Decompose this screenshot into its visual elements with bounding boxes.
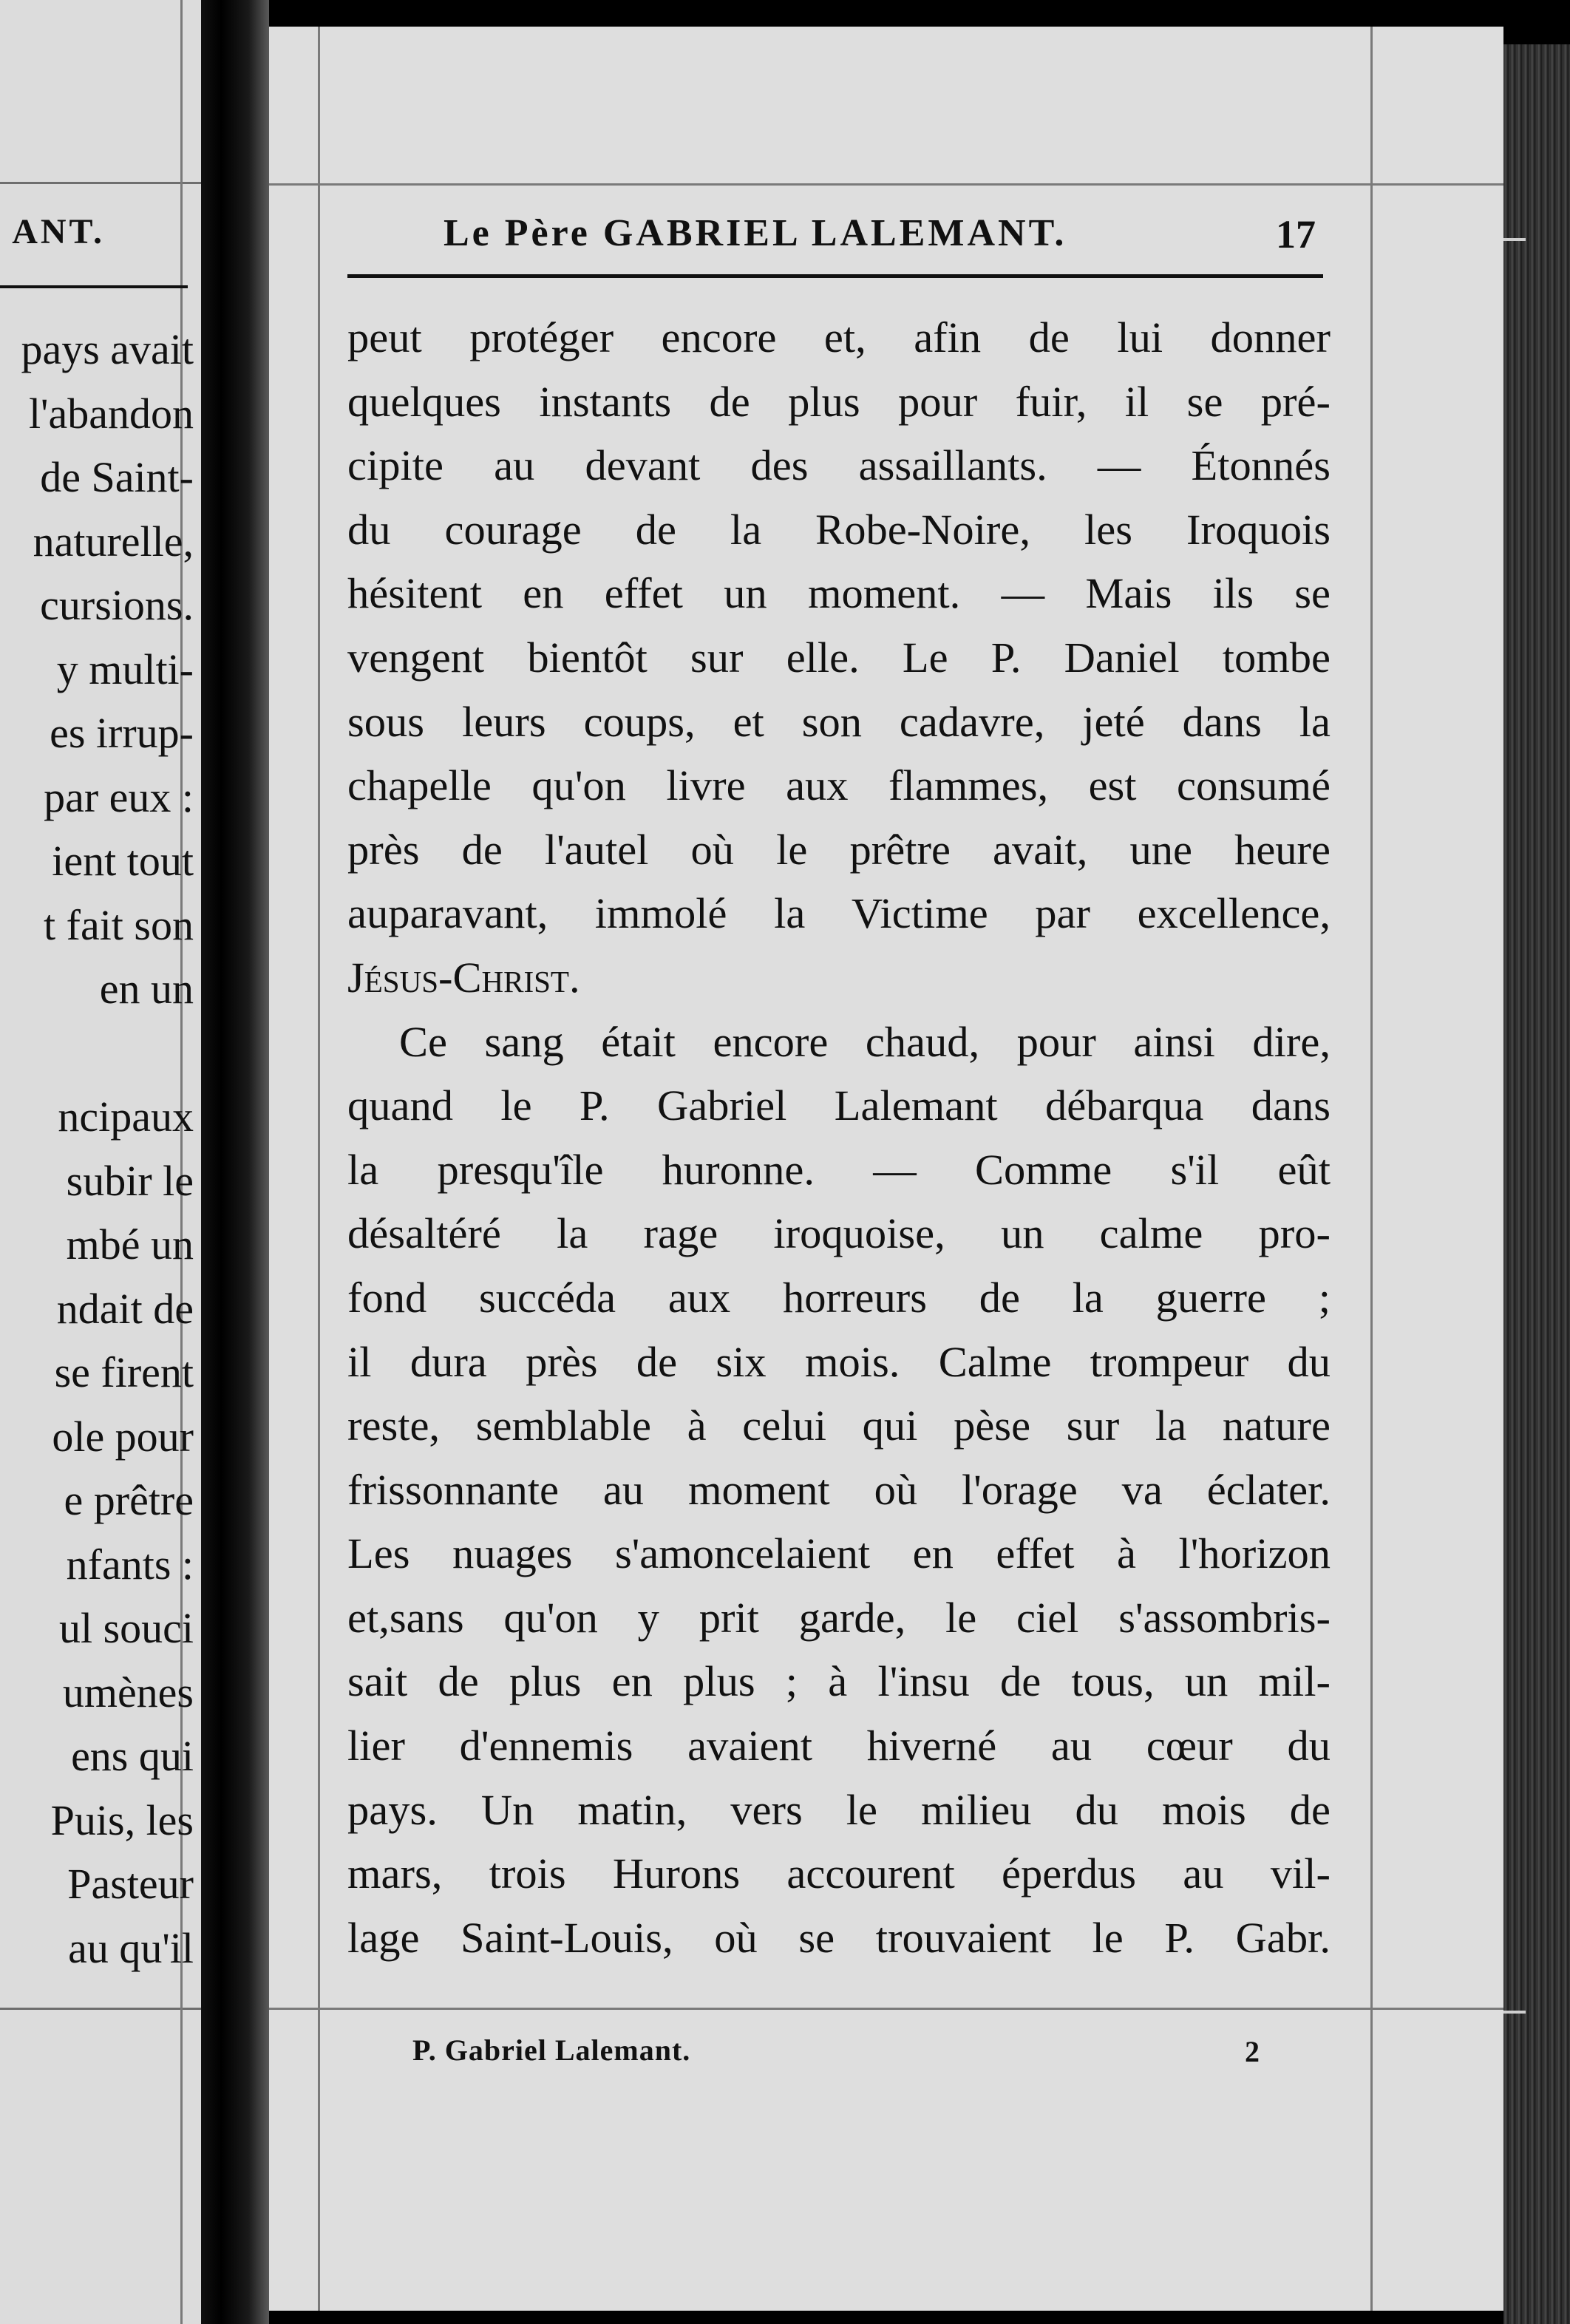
frame-line-top	[269, 183, 1503, 186]
left-head-rule	[0, 285, 188, 288]
text-line: la presqu'île huronne. — Comme s'il eût	[347, 1145, 1331, 1194]
left-text-line: au qu'il	[68, 1923, 194, 1972]
left-text-line: se firent	[54, 1348, 194, 1396]
page-number: 17	[1276, 212, 1316, 256]
left-text-line: Pasteur	[67, 1860, 194, 1908]
left-text-line: Puis, les	[50, 1795, 194, 1844]
signature-mark: P. Gabriel Lalemant.	[412, 2034, 691, 2067]
text-line: fond succéda aux horreurs de la guerre ;	[347, 1273, 1331, 1322]
left-text-line: mbé un	[66, 1220, 194, 1268]
left-text-line: subir le	[66, 1156, 194, 1205]
text-line: auparavant, immolé la Victime par excellence,	[347, 889, 1331, 938]
left-text-line: ndait de	[56, 1284, 194, 1333]
body-text	[347, 306, 1331, 1970]
left-text-line: de Saint-	[40, 453, 194, 501]
text-line: mars, trois Hurons accourent éperdus au vil-	[347, 1849, 1331, 1898]
text-line: cipite au devant des assaillants. — Étonnés	[347, 441, 1331, 490]
text-line: lage Saint-Louis, où se trouvaient le P. Gabr.	[347, 1913, 1331, 1962]
edge-tick	[1503, 238, 1526, 241]
text-line: quand le P. Gabriel Lalemant débarqua dans	[347, 1081, 1331, 1130]
left-text-line: en un	[99, 965, 194, 1013]
text-line: du courage de la Robe-Noire, les Iroquois	[347, 505, 1331, 554]
signature-number: 2	[1245, 2035, 1260, 2068]
left-text-line: cursions.	[40, 581, 194, 629]
text-line: lier d'ennemis avaient hiverné au cœur du	[347, 1722, 1331, 1770]
left-frame-line-bottom	[0, 2008, 201, 2010]
left-running-head: ANT.	[12, 212, 105, 251]
left-text-line: ncipaux	[58, 1093, 194, 1141]
book-gutter	[201, 0, 269, 2324]
left-text-line: ole pour	[52, 1412, 194, 1461]
page-edges	[1503, 44, 1570, 2324]
text-line: il dura près de six mois. Calme trompeur du	[347, 1337, 1331, 1386]
left-text-line: ient tout	[52, 837, 194, 885]
left-text-line: e prêtre	[64, 1476, 194, 1524]
left-text-line: umènes	[62, 1668, 194, 1716]
text-line: sait de plus en plus ; à l'insu de tous, un mil-	[347, 1657, 1331, 1706]
text-line: frissonnante au moment où l'orage va éclater.	[347, 1465, 1331, 1514]
left-facing-page	[0, 0, 201, 2324]
text-line: Les nuages s'amoncelaient en effet à l'horizon	[347, 1529, 1331, 1578]
left-text-line: es irrup-	[50, 709, 194, 757]
text-line: Ce sang était encore chaud, pour ainsi dire,	[399, 1017, 1331, 1066]
running-title: Le Père GABRIEL LALEMANT.	[444, 212, 1067, 254]
left-text-column	[0, 318, 194, 1980]
head-rule	[347, 274, 1323, 278]
left-text-line: pays avait	[21, 325, 194, 373]
left-text-line: y multi-	[56, 645, 194, 693]
frame-line-left	[318, 27, 320, 2311]
text-line: désaltéré la rage iroquoise, un calme pro-	[347, 1209, 1331, 1258]
text-line: hésitent en effet un moment. — Mais ils se	[347, 569, 1331, 618]
text-line: reste, semblable à celui qui pèse sur la nature	[347, 1401, 1331, 1450]
text-line: et,sans qu'on y prit garde, le ciel s'assombris-	[347, 1593, 1331, 1642]
left-text-line	[0, 1022, 194, 1086]
text-line: près de l'autel où le prêtre avait, une heure	[347, 825, 1331, 874]
frame-line-right	[1370, 27, 1373, 2311]
text-line: vengent bientôt sur elle. Le P. Daniel tombe	[347, 633, 1331, 682]
edge-tick	[1503, 2011, 1526, 2014]
main-page	[269, 27, 1503, 2311]
left-frame-line-top	[0, 182, 201, 184]
text-line: pays. Un matin, vers le milieu du mois de	[347, 1785, 1331, 1834]
text-line: Jésus-Christ.	[347, 953, 580, 1002]
left-text-line: ens qui	[71, 1732, 194, 1780]
text-line: sous leurs coups, et son cadavre, jeté dans la	[347, 697, 1331, 746]
frame-line-bottom	[269, 2008, 1503, 2010]
left-text-line: par eux :	[44, 772, 194, 821]
left-text-line: nfants :	[66, 1540, 194, 1589]
left-text-line: t fait son	[44, 900, 194, 949]
text-line: peut protéger encore et, afin de lui donner	[347, 313, 1331, 361]
left-text-line: l'abandon	[28, 389, 194, 438]
left-text-line: ul souci	[58, 1604, 194, 1652]
running-head	[444, 211, 1316, 271]
text-line: quelques instants de plus pour fuir, il se pré-	[347, 377, 1331, 426]
text-line: chapelle qu'on livre aux flammes, est consumé	[347, 761, 1331, 810]
left-text-line: naturelle,	[33, 517, 194, 565]
